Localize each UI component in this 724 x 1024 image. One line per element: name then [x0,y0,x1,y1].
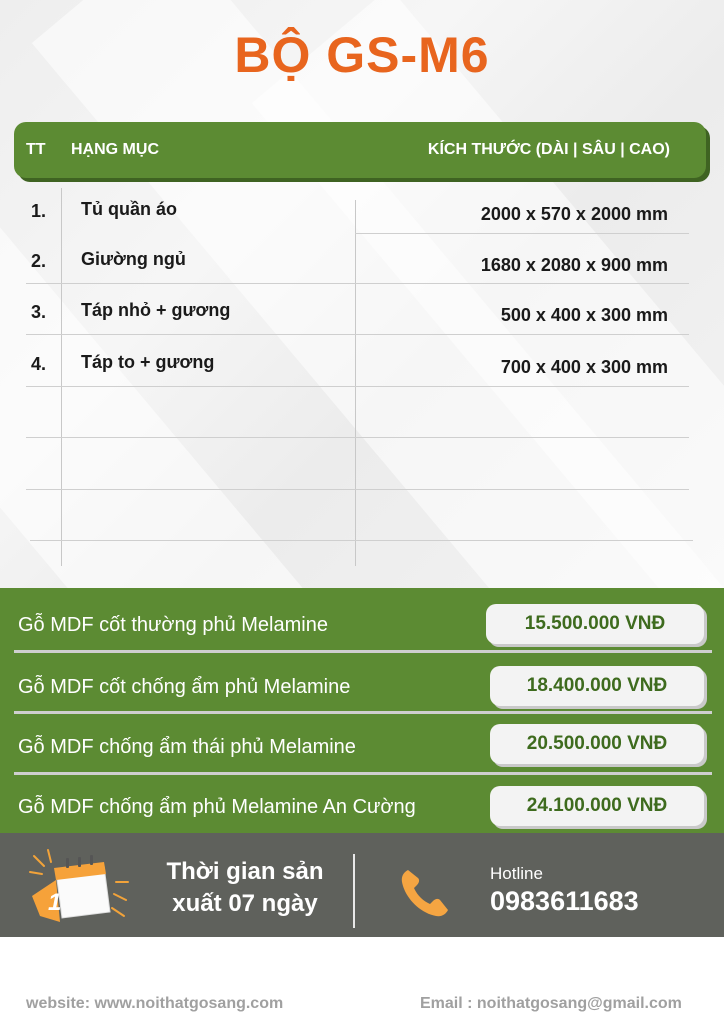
table-row-divider [355,233,689,234]
footer-email[interactable]: Email : noithatgosang@gmail.com [420,995,682,1012]
row-number: 2. [31,251,47,271]
row-item: Táp nhỏ + gương [81,300,231,320]
footer-website[interactable]: website: www.noithatgosang.com [26,995,284,1012]
row-dimensions: 500 x 400 x 300 mm [500,305,668,325]
production-time [150,856,340,920]
table-header [14,122,706,178]
phone-icon[interactable] [398,866,452,920]
price-tag: 18.400.000 VNĐ [490,666,704,706]
page-title: BỘ GS-M6 [234,27,490,83]
header-dimensions: KÍCH THƯỚC (DÀI | SÂU | CAO) [427,141,670,158]
price-tag: 20.500.000 VNĐ [490,724,704,764]
table-row-divider [26,437,689,438]
price-divider [14,711,712,714]
row-number: 4. [31,354,47,374]
table-row-divider [26,489,689,490]
table-row-divider [30,540,693,541]
table-col-divider [355,200,356,566]
header-item: HẠNG MỤC [71,141,159,158]
calendar-icon [26,846,132,926]
row-item: Táp to + gương [81,352,215,372]
row-number: 1. [31,201,47,221]
row-item: Giường ngủ [81,249,186,269]
row-dimensions: 2000 x 570 x 2000 mm [480,204,668,224]
price-row [0,778,724,838]
row-dimensions: 1680 x 2080 x 900 mm [480,255,668,275]
price-label: Gỗ MDF cốt chống ẩm phủ Melamine [18,676,351,698]
row-item: Tủ quần áo [81,199,177,219]
production-time-line2: xuất 07 ngày [172,890,318,917]
table-row-divider [26,283,689,284]
price-row [0,658,724,718]
hotline-number[interactable]: 0983611683 [490,886,639,916]
price-row [0,718,724,778]
price-label: Gỗ MDF cốt thường phủ Melamine [18,614,328,636]
hotline-label: Hotline [490,864,543,883]
production-time-line1: Thời gian sản [166,858,324,885]
header-tt: TT [26,141,46,158]
calendar-number: 1 [48,889,62,916]
price-row [0,596,724,656]
table-row-divider [26,386,689,387]
price-label: Gỗ MDF chống ẩm thái phủ Melamine [18,736,356,758]
price-tag: 15.500.000 VNĐ [486,604,704,644]
price-label: Gỗ MDF chống ẩm phủ Melamine An Cường [18,796,416,818]
info-divider [353,854,355,928]
price-section [0,588,724,833]
price-divider [14,650,712,653]
table-row-divider [26,334,689,335]
price-tag: 24.100.000 VNĐ [490,786,704,826]
table-col-divider [61,188,62,566]
price-divider [14,772,712,775]
row-number: 3. [31,302,47,322]
row-dimensions: 700 x 400 x 300 mm [500,357,668,377]
